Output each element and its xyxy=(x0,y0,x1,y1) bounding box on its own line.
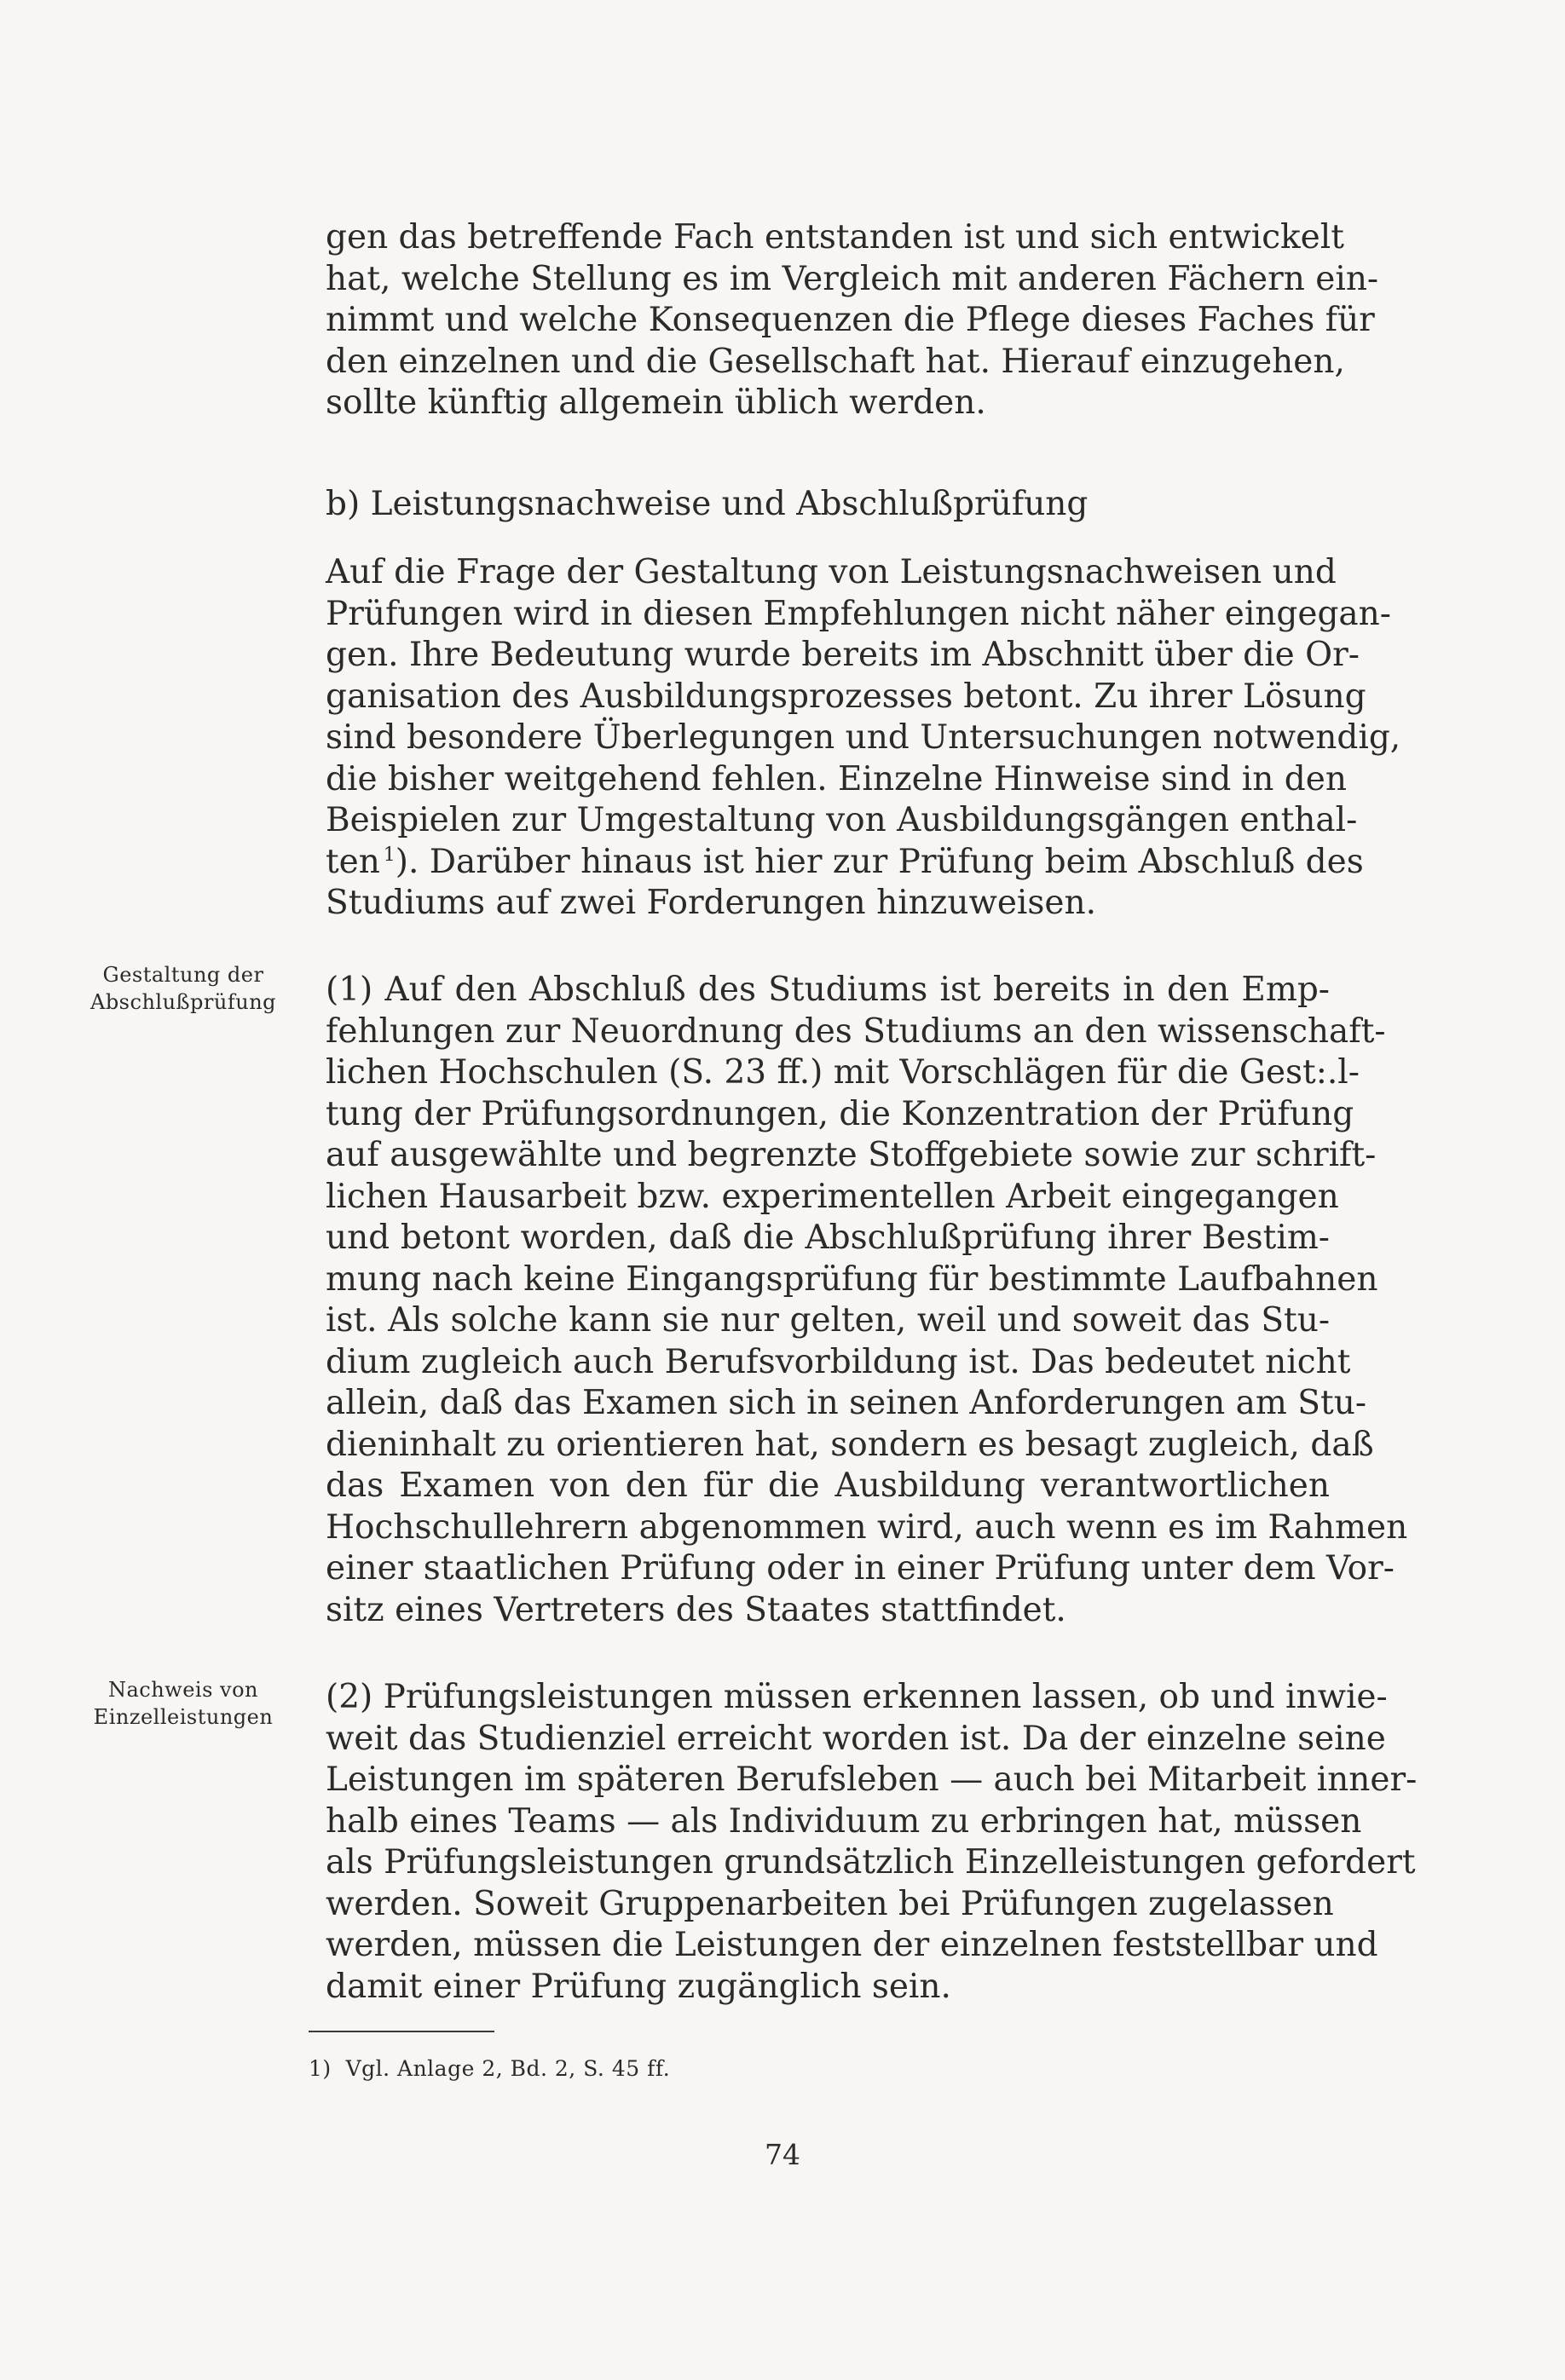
text-line: lichen Hausarbeit bzw. experimentellen Arbeit eingegangen xyxy=(326,1177,1339,1216)
margin-note-line: Abschlußprüfung xyxy=(90,990,277,1014)
text-line: einer staatlichen Prüfung oder in einer Prüfung unter dem Vor- xyxy=(326,1549,1395,1588)
text-line: sind besondere Überlegungen und Untersuchungen notwendig, xyxy=(326,718,1401,757)
text-line: Auf die Frage der Gestaltung von Leistungsnachweisen und xyxy=(326,553,1337,591)
text-line: Studiums auf zwei Forderungen hinzuweisen. xyxy=(326,884,1096,922)
text-line: weit das Studienziel erreicht worden ist. Da der einzelne seine xyxy=(326,1719,1386,1758)
text-line: werden, müssen die Leistungen der einzelnen feststellbar und xyxy=(326,1926,1378,1964)
text-line: Prüfungen wird in diesen Empfehlungen nicht näher eingegan- xyxy=(326,594,1391,633)
page-number: 74 xyxy=(765,2138,800,2171)
paragraph-2 xyxy=(326,1677,1418,2008)
text-line: hat, welche Stellung es im Vergleich mit anderen Fächern ein- xyxy=(326,259,1379,298)
text-line: ist. Als solche kann sie nur gelten, weil und soweit das Stu- xyxy=(326,1301,1330,1340)
footnote-ref: 1 xyxy=(383,844,396,866)
text-line: (1) Auf den Abschluß des Studiums ist bereits in den Emp- xyxy=(326,971,1330,1009)
text-line: das Examen von den für die Ausbildung verantwortlichen xyxy=(326,1467,1330,1505)
paragraph-leistungsnachweise xyxy=(326,552,1401,925)
text-line: halb eines Teams — als Individuum zu erbringen hat, müssen xyxy=(326,1801,1362,1841)
text-fragment: ten xyxy=(326,842,380,881)
text-line: sollte künftig allgemein üblich werden. xyxy=(326,383,986,422)
text-line: allein, daß das Examen sich in seinen Anforderungen am Stu- xyxy=(326,1384,1366,1422)
text-line: nimmt und welche Konsequenzen die Pflege dieses Faches für xyxy=(326,301,1375,339)
text-line: Leistungen im späteren Berufsleben — auch bei Mitarbeit inner- xyxy=(326,1761,1418,1799)
text-line: werden. Soweit Gruppenarbeiten bei Prüfungen zugelassen xyxy=(326,1884,1334,1923)
text-line: dium zugleich auch Berufsvorbildung ist. Das bedeutet nicht xyxy=(326,1342,1351,1381)
footnote-marker: 1) xyxy=(309,2056,332,2081)
text-line: auf ausgewählte und begrenzte Stoffgebiete sowie zur schrift- xyxy=(326,1136,1377,1174)
section-heading: b) Leistungsnachweise und Abschlußprüfung xyxy=(326,485,1089,523)
text-line: ganisation des Ausbildungsprozesses betont. Zu ihrer Lösung xyxy=(326,677,1366,716)
text-line: damit einer Prüfung zugänglich sein. xyxy=(326,1967,951,2006)
text-line: fehlungen zur Neuordnung des Studiums an den wissenschaft- xyxy=(326,1011,1386,1051)
paragraph-1 xyxy=(326,970,1408,1631)
text-line: und betont worden, daß die Abschlußprüfung ihrer Bestim- xyxy=(326,1219,1330,1257)
text-line: tung der Prüfungsordnungen, die Konzentration der Prüfung xyxy=(326,1094,1354,1133)
text-line: die bisher weitgehend fehlen. Einzelne Hinweise sind in den xyxy=(326,759,1347,798)
text-line: mung nach keine Eingangsprüfung für bestimmte Laufbahnen xyxy=(326,1259,1378,1299)
margin-note-line: Einzelleistungen xyxy=(93,1705,274,1729)
text-line: den einzelnen und die Gesellschaft hat. Hierauf einzugehen, xyxy=(326,342,1345,381)
margin-note-nachweis xyxy=(85,1676,281,1731)
text-line: gen das betreffende Fach entstanden ist und sich entwickelt xyxy=(326,218,1344,256)
footnote xyxy=(309,2055,670,2083)
margin-note-gestaltung xyxy=(85,961,281,1016)
text-line: gen. Ihre Bedeutung wurde bereits im Abschnitt über die Or- xyxy=(326,636,1360,674)
text-line: Hochschullehrern abgenommen wird, auch wenn es im Rahmen xyxy=(326,1507,1408,1547)
text-line: sitz eines Vertreters des Staates stattfindet. xyxy=(326,1590,1066,1629)
text-line: (2) Prüfungsleistungen müssen erkennen lassen, ob und inwie- xyxy=(326,1678,1388,1716)
margin-note-line: Gestaltung der xyxy=(102,963,264,987)
text-line: lichen Hochschulen (S. 23 ff.) mit Vorschlägen für die Gest:.l- xyxy=(326,1053,1360,1092)
footnote-text: Vgl. Anlage 2, Bd. 2, S. 45 ff. xyxy=(345,2056,671,2081)
text-fragment: ). Darüber hinaus ist hier zur Prüfung beim Abschluß des xyxy=(395,842,1364,881)
text-line: als Prüfungsleistungen grundsätzlich Einzelleistungen gefordert xyxy=(326,1843,1416,1882)
text-line-with-footnote-ref xyxy=(326,842,1364,884)
text-line: dieninhalt zu orientieren hat, sondern es besagt zugleich, daß xyxy=(326,1425,1374,1464)
footnote-rule xyxy=(309,2031,494,2032)
text-line: Beispielen zur Umgestaltung von Ausbildungsgängen enthal- xyxy=(326,801,1358,839)
margin-note-line: Nachweis von xyxy=(107,1678,259,1702)
paragraph-intro xyxy=(326,217,1379,424)
